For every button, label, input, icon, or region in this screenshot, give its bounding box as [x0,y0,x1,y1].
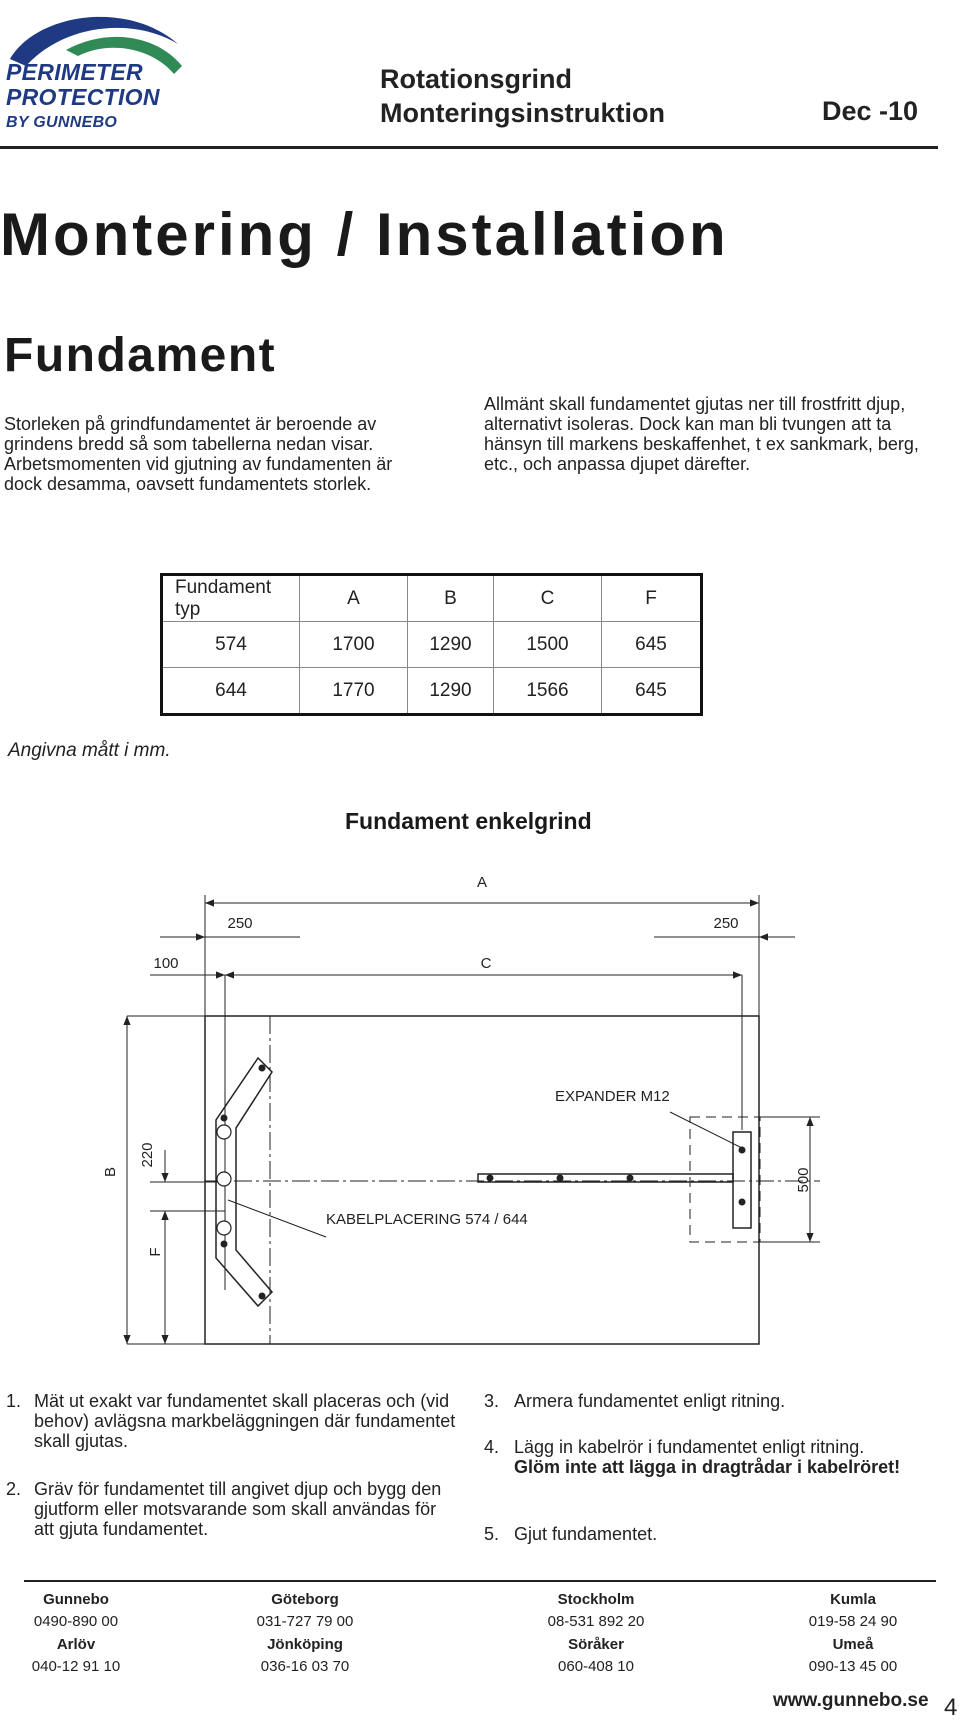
table-row [162,622,702,668]
table-cell: 645 [602,622,702,668]
title-line-2: Monteringsinstruktion [380,98,665,128]
office-city: Arlöv [56,1636,96,1653]
office-soraker [496,1634,696,1678]
office-city: Kumla [830,1591,876,1608]
step-text: Gräv för fundamentet till angivet djup och bygg den gjutform eller motsvarande som skall användas för att gjuta fundamentet. [34,1479,442,1539]
office-phone: 0490-890 00 [33,1613,119,1630]
office-gunnebo [0,1589,176,1633]
foundation-outline [205,1016,759,1344]
dim-label-220: 220 [139,1142,156,1168]
step-text: Lägg in kabelrör i fundamentet enligt ritning. [514,1437,865,1457]
office-phone: 036-16 03 70 [260,1658,350,1675]
office-stockholm [496,1589,696,1633]
step-3 [484,1391,924,1411]
table-cell: 1290 [408,622,494,668]
title-line-1: Rotationsgrind [380,64,572,94]
step-number: 5. [484,1524,500,1544]
table-header-cell: F [602,575,702,622]
table-header-cell: B [408,575,494,622]
table-header-cell: C [494,575,602,622]
office-phone: 060-408 10 [558,1658,634,1675]
table-cell: 1290 [408,668,494,715]
logo-line-2: PROTECTION [6,84,160,110]
step-5 [484,1524,924,1544]
cable-placement-label: KABELPLACERING 574 / 644 [326,1211,528,1228]
dim-label-b: B [102,1166,119,1178]
step-2 [6,1479,456,1539]
website-link[interactable]: www.gunnebo.se [773,1690,929,1711]
dim-label-c: C [480,955,492,972]
document-title [380,62,665,130]
dim-label-100: 100 [153,955,179,972]
office-phone: 090-13 45 00 [808,1658,898,1675]
step-text: Armera fundamentet enligt ritning. [514,1391,786,1411]
step-number: 4. [484,1437,500,1457]
footer-divider [24,1580,936,1582]
step-text: Mät ut exakt var fundamentet skall placeras och (vid behov) avlägsna markbeläggningen där fundamentet skall gjutas. [34,1391,456,1451]
office-goteborg [205,1589,405,1633]
document-date: Dec -10 [822,96,919,126]
logo-line-3: BY GUNNEBO [6,114,118,131]
office-city: Göteborg [271,1591,339,1608]
dim-label-f: F [147,1247,164,1257]
table-row [162,668,702,715]
foundation-dimensions-table [160,573,703,716]
step-number: 3. [484,1391,500,1411]
table-cell: 645 [602,668,702,715]
step-number: 2. [6,1479,22,1499]
office-city: Stockholm [557,1591,635,1608]
table-cell: 1700 [300,622,408,668]
office-phone: 08-531 892 20 [547,1613,645,1630]
logo-line-1: PERIMETER [6,59,143,85]
table-cell: 1566 [494,668,602,715]
units-note: Angivna mått i mm. [8,740,171,761]
office-phone: 019-58 24 90 [808,1613,898,1630]
page-number: 4 [944,1694,958,1721]
table-header-row [162,575,702,622]
office-kumla [753,1589,953,1633]
diagram-title: Fundament enkelgrind [345,808,592,834]
table-cell: 1770 [300,668,408,715]
step-1 [6,1391,456,1451]
table-cell: 574 [162,622,300,668]
dim-label-a: A [476,874,488,891]
foundation-drawing [0,860,960,1360]
intro-left-paragraph: Storleken på grindfundamentet är beroende av grindens bredd så som tabellerna nedan visar. Arbetsmomenten vid gjutning av fundamenten är dock desamma, oavsett fundamentets storlek. [4,414,393,494]
expander-label: EXPANDER M12 [555,1088,670,1105]
office-arlov [0,1634,176,1678]
step-number: 1. [6,1391,22,1411]
table-header-cell: Fundament typ [175,576,272,620]
table-header-cell: A [300,575,408,622]
office-phone: 031-727 79 00 [256,1613,354,1630]
step-text: Gjut fundamentet. [514,1524,658,1544]
office-umea [753,1634,953,1678]
office-city: Jönköping [267,1636,343,1653]
dim-label-250-left: 250 [227,915,253,932]
step-warning-text: Glöm inte att lägga in dragtrådar i kabelröret! [514,1457,901,1477]
intro-right-paragraph: Allmänt skall fundamentet gjutas ner till frostfritt djup, alternativt isoleras. Dock kan man bli tvungen att ta hänsyn till markens beskaffenhet, t ex sankmark, berg, etc., och anpassa djupet därefter. [484,394,919,474]
table-cell: 644 [162,668,300,715]
page-heading: Montering / Installation [0,201,729,268]
dim-label-250-right: 250 [713,915,739,932]
step-4 [484,1437,924,1477]
office-phone: 040-12 91 10 [31,1658,121,1675]
office-city: Gunnebo [43,1591,109,1608]
company-logo [6,4,186,140]
office-city: Umeå [832,1636,874,1653]
header-divider [0,146,938,149]
office-jonkoping [205,1634,405,1678]
section-heading: Fundament [4,329,277,382]
table-cell: 1500 [494,622,602,668]
dim-label-500: 500 [795,1167,812,1193]
office-city: Söråker [568,1636,624,1653]
